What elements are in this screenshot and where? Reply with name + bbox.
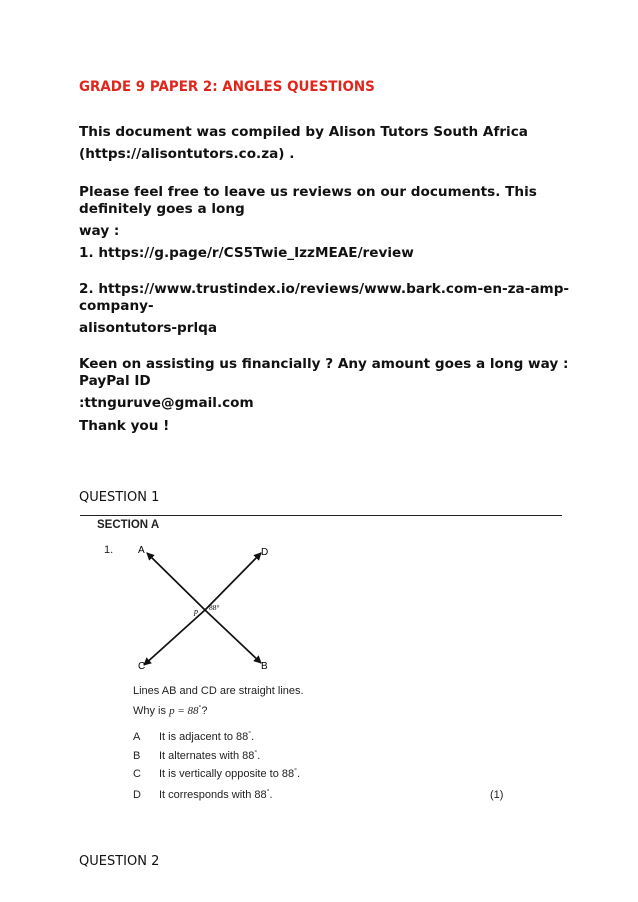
marks-allocation: (1) [490, 789, 504, 801]
paypal-email: :ttnguruve@gmail.com [79, 395, 254, 411]
question-number: 1. [104, 544, 114, 556]
option-text[interactable]: It is vertically opposite to 88°. [159, 768, 300, 780]
question-statement: Lines AB and CD are straight lines. [133, 685, 304, 697]
angle-label-p: p [194, 607, 198, 616]
review-link-2[interactable]: 2. https://www.trustindex.io/reviews/www.bark.com-en-za-amp- [79, 281, 570, 297]
option-letter: D [133, 789, 141, 801]
option-text[interactable]: It is adjacent to 88°. [159, 731, 255, 743]
option-letter: C [133, 768, 141, 780]
option-text[interactable]: It corresponds with 88°. [159, 789, 273, 801]
divider [80, 515, 562, 516]
prompt-suffix: ? [201, 705, 208, 717]
question-prompt: Why is p = 88°? [133, 705, 208, 717]
document-title: GRADE 9 PAPER 2: ANGLES QUESTIONS [79, 79, 375, 95]
review-link-2-cont[interactable]: company- [79, 298, 154, 314]
intro-line: This document was compiled by Alison Tutors South Africa [79, 124, 528, 140]
review-link-1[interactable]: 1. https://g.page/r/CS5Twie_IzzMEAE/review [79, 245, 414, 261]
finance-line: Keen on assisting us financially ? Any amount goes a long way : [79, 356, 569, 372]
question-2-heading: QUESTION 2 [79, 854, 160, 869]
point-label-b: B [261, 661, 268, 672]
point-label-d: D [261, 547, 269, 558]
review-line: way : [79, 223, 120, 239]
line-ab [147, 553, 205, 610]
thanks-line: Thank you ! [79, 418, 170, 434]
section-heading: SECTION A [97, 519, 160, 531]
intersecting-lines-diagram [130, 540, 280, 675]
point-label-a: A [138, 545, 145, 556]
prompt-math: p = 88 [169, 705, 199, 717]
finance-line: PayPal ID [79, 373, 151, 389]
option-letter: A [133, 731, 141, 743]
review-link-2-cont[interactable]: alisontutors-prlqa [79, 320, 218, 336]
question-1-heading: QUESTION 1 [79, 490, 160, 505]
intro-block [79, 122, 579, 436]
review-line: definitely goes a long [79, 201, 245, 217]
point-label-c: C [138, 661, 146, 672]
prompt-prefix: Why is [133, 705, 170, 717]
option-letter: B [133, 750, 141, 762]
review-line: Please feel free to leave us reviews on our documents. This [79, 184, 537, 200]
line-ab [205, 610, 261, 663]
angle-label-88: 88° [209, 603, 220, 612]
option-text[interactable]: It alternates with 88°. [159, 750, 261, 762]
line-cd [144, 610, 205, 665]
intro-line: (https://alisontutors.co.za) . [79, 146, 295, 162]
line-cd [205, 553, 261, 610]
